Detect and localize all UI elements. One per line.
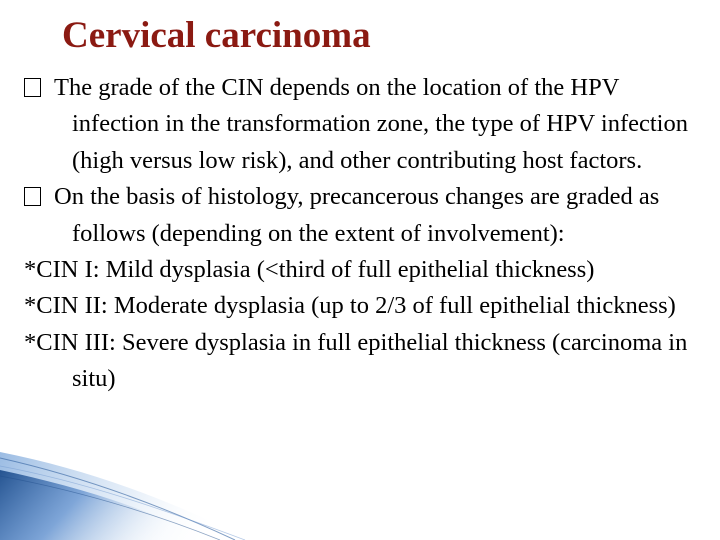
slide-body [24, 70, 704, 398]
paragraph-cin-3 [24, 325, 704, 398]
paragraph-text: *CIN II: Moderate dysplasia (up to 2/3 of full epithelial thickness) [24, 292, 676, 320]
paragraph-cin-1 [24, 252, 704, 288]
bullet-paragraph-histology [24, 179, 704, 252]
paragraph-text: *CIN III: Severe dysplasia in full epithelial thickness (carcinoma in situ) [24, 328, 688, 393]
box-bullet-icon [24, 70, 54, 106]
box-bullet-icon [24, 179, 54, 215]
bullet-paragraph-grade [24, 70, 704, 179]
paragraph-cin-2 [24, 288, 704, 324]
paragraph-text: On the basis of histology, precancerous changes are graded as follows (depending on the extent of involvement): [54, 183, 660, 247]
paragraph-text: The grade of the CIN depends on the location of the HPV infection in the transformation zone, the type of HPV infection (high versus low risk), and other contributing host factors. [54, 74, 688, 174]
slide-title: Cervical carcinoma [62, 15, 371, 56]
paragraph-text: *CIN I: Mild dysplasia (<third of full epithelial thickness) [24, 256, 595, 284]
wave-light-shape [0, 452, 250, 540]
wave-dark-shape [0, 470, 210, 540]
